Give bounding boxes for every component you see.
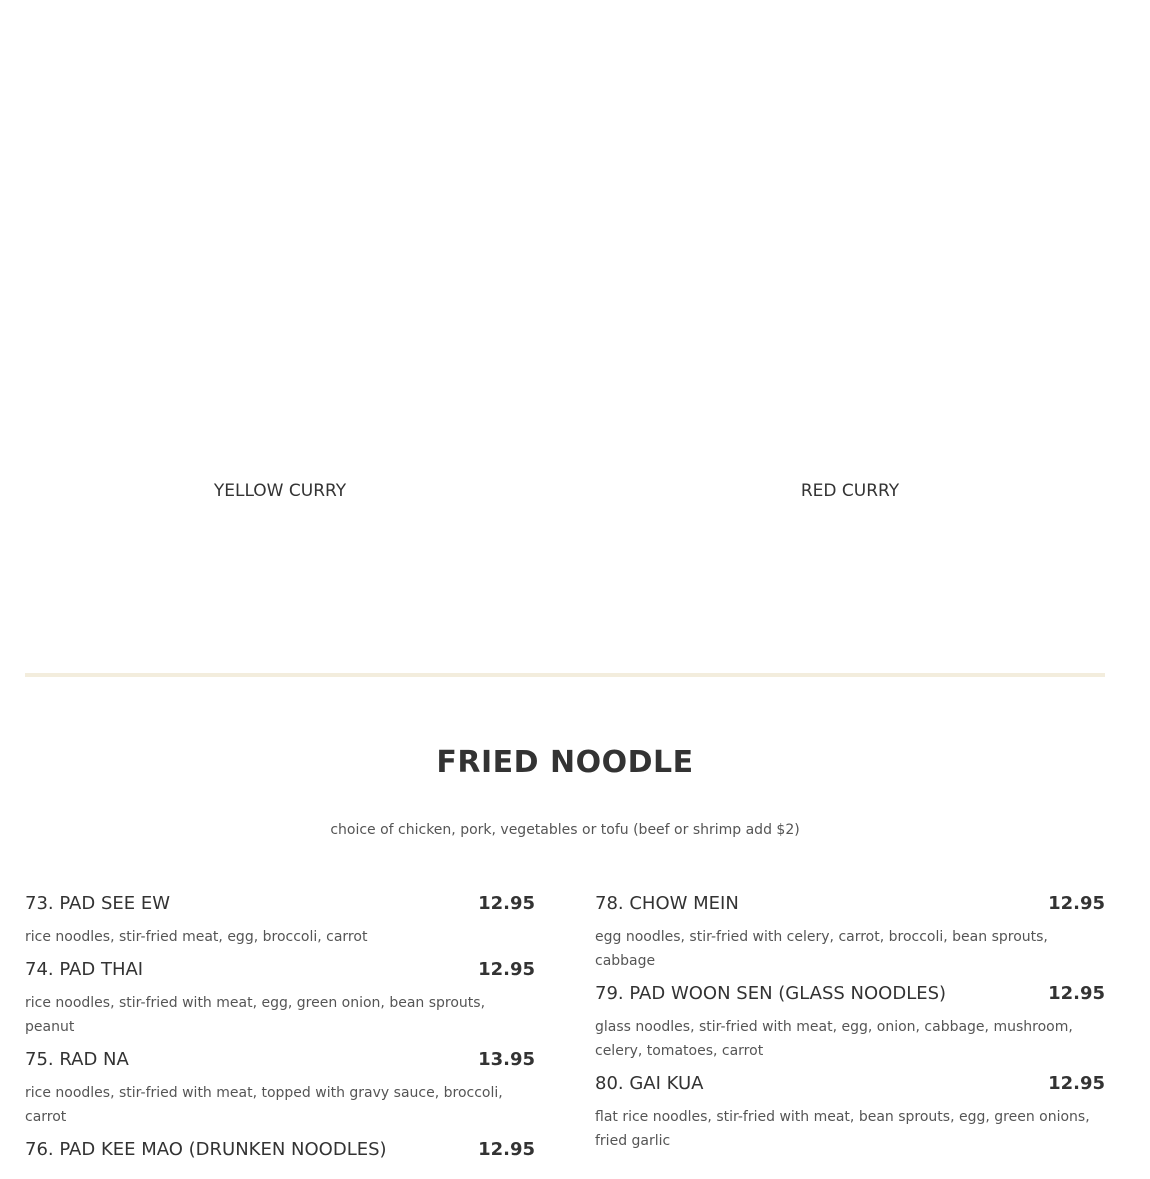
item-description: rice noodles, stir-fried meat, egg, broccoli, carrot bbox=[25, 929, 368, 945]
item-name: 73. PAD SEE EW bbox=[25, 893, 171, 914]
item-name: 80. GAI KUA bbox=[595, 1073, 704, 1094]
item-name: 79. PAD WOON SEN (GLASS NOODLES) bbox=[595, 983, 947, 1004]
menu-item bbox=[595, 983, 1105, 1063]
menu-item bbox=[25, 1049, 535, 1129]
item-description: glass noodles, stir-fried with meat, egg, onion, cabbage, mushroom, celery, tomatoes, carrot bbox=[595, 1019, 1073, 1059]
item-price: 12.95 bbox=[478, 959, 535, 980]
item-name: 75. RAD NA bbox=[25, 1049, 129, 1070]
menu-column-left bbox=[25, 893, 535, 1179]
item-description: rice noodles, stir-fried with meat, topped with gravy sauce, broccoli, carrot bbox=[25, 1085, 503, 1125]
item-price: 12.95 bbox=[1048, 893, 1105, 914]
menu-item bbox=[25, 1139, 535, 1169]
item-description: flat rice noodles, stir-fried with meat, bean sprouts, egg, green onions, fried garlic bbox=[595, 1109, 1090, 1149]
item-description: egg noodles, stir-fried with celery, carrot, broccoli, bean sprouts, cabbage bbox=[595, 929, 1048, 969]
menu-item bbox=[25, 959, 535, 1039]
menu-item bbox=[595, 893, 1105, 973]
item-name: 78. CHOW MEIN bbox=[595, 893, 739, 914]
item-name: 74. PAD THAI bbox=[25, 959, 144, 980]
section-title: FRIED NOODLE bbox=[436, 745, 694, 780]
red-curry-caption: RED CURRY bbox=[800, 481, 900, 501]
menu-item bbox=[595, 1073, 1105, 1153]
item-price: 12.95 bbox=[478, 893, 535, 914]
item-price: 12.95 bbox=[1048, 1073, 1105, 1094]
item-name: 76. PAD KEE MAO (DRUNKEN NOODLES) bbox=[25, 1139, 387, 1160]
menu-column-right bbox=[595, 893, 1105, 1163]
menu-item bbox=[25, 893, 535, 949]
item-price: 13.95 bbox=[478, 1049, 535, 1070]
item-price: 12.95 bbox=[1048, 983, 1105, 1004]
item-price: 12.95 bbox=[478, 1139, 535, 1160]
section-subtitle: choice of chicken, pork, vegetables or tofu (beef or shrimp add $2) bbox=[330, 822, 800, 838]
section-divider bbox=[25, 673, 1105, 677]
item-description: rice noodles, stir-fried with meat, egg, green onion, bean sprouts, peanut bbox=[25, 995, 486, 1035]
yellow-curry-caption: YELLOW CURRY bbox=[213, 481, 347, 501]
